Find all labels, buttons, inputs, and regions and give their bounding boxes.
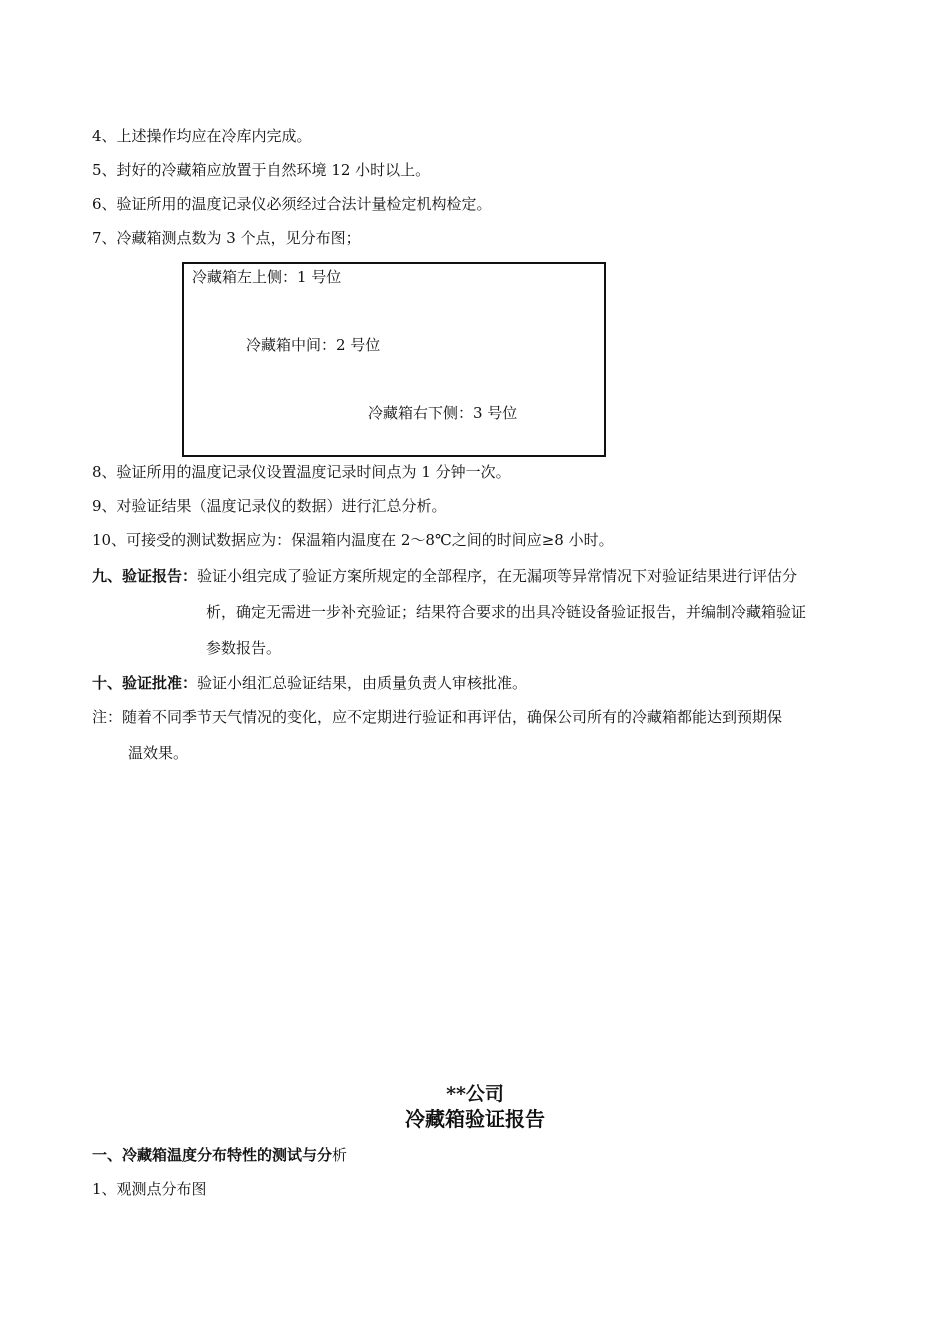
report-title: 冷藏箱验证报告 [405,1107,545,1131]
section-9-text-3: 参数报告。 [206,639,282,657]
report-section-1-heading-tail: 析 [332,1146,348,1164]
step-9: 9、对验证结果（温度记录仪的数据）进行汇总分析。 [92,497,447,515]
step-5: 5、封好的冷藏箱应放置于自然环境 12 小时以上。 [92,161,431,179]
company-name: **公司 [446,1083,504,1105]
measurement-point-diagram [182,262,606,457]
section-10-text: 验证小组汇总验证结果，由质量负责人审核批准。 [197,674,528,692]
report-section-1-heading [92,1145,347,1165]
diagram-point-3: 冷藏箱右下侧：3 号位 [368,404,518,422]
section-10-heading: 十、验证批准： [92,674,198,692]
diagram-point-1: 冷藏箱左上侧：1 号位 [192,268,342,286]
section-9-text-1: 验证小组完成了验证方案所规定的全部程序，在无漏项等异常情况下对验证结果进行评估分 [197,567,798,585]
section-9-heading: 九、验证报告： [92,567,198,585]
section-9-text-2: 析，确定无需进一步补充验证；结果符合要求的出具冷链设备验证报告，并编制冷藏箱验证 [206,603,807,621]
diagram-point-2: 冷藏箱中间：2 号位 [246,336,381,354]
section-9-first-line [92,566,797,586]
note-line-1: 注：随着不同季节天气情况的变化，应不定期进行验证和再评估，确保公司所有的冷藏箱都能达到预期保 [92,708,783,726]
step-8: 8、验证所用的温度记录仪设置温度记录时间点为 1 分钟一次。 [92,463,511,481]
step-4: 4、上述操作均应在冷库内完成。 [92,127,312,145]
step-6: 6、验证所用的温度记录仪必须经过合法计量检定机构检定。 [92,195,492,213]
report-item-1: 1、观测点分布图 [92,1180,207,1198]
section-10 [92,673,527,693]
step-10: 10、可接受的测试数据应为：保温箱内温度在 2～8℃之间的时间应≥8 小时。 [92,531,614,549]
step-7: 7、冷藏箱测点数为 3 个点，见分布图； [92,229,361,247]
note-line-2: 温效果。 [128,744,189,762]
report-section-1-heading-bold: 一、冷藏箱温度分布特性的测试与分 [92,1146,333,1164]
